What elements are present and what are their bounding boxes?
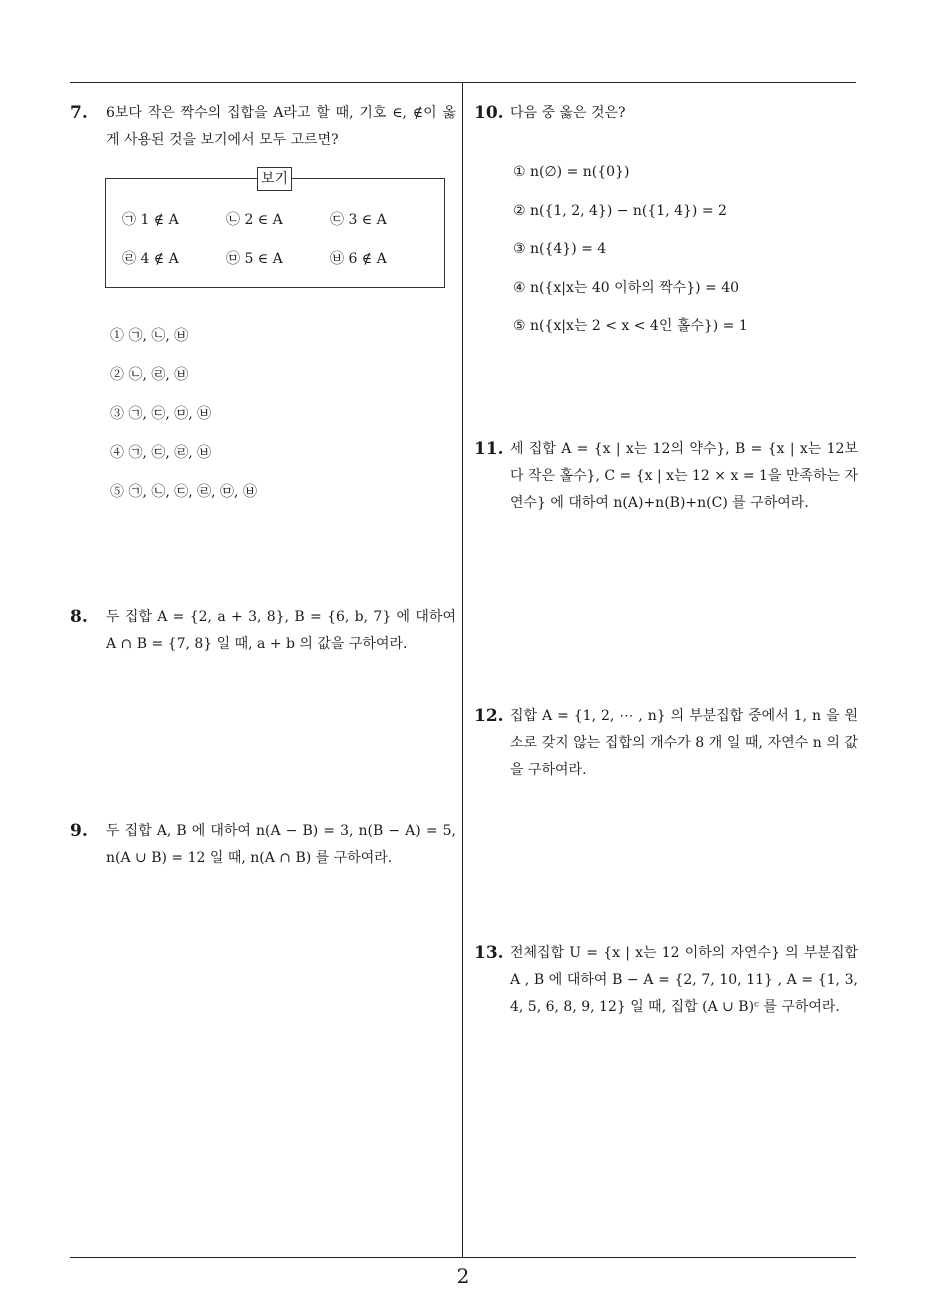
option-1[interactable]: ① ㉠, ㉡, ㉥ [110,328,189,344]
question-number: 12. [474,706,504,726]
question-number: 8. [70,607,88,627]
option-3[interactable]: ③ ㉠, ㉢, ㉤, ㉥ [110,406,212,422]
option-3[interactable]: ③ n({4}) = 4 [513,241,607,257]
bogi-items [122,209,432,270]
question-9 [70,818,456,872]
bogi-title: 보기 [257,167,292,191]
option-5[interactable]: ⑤ ㉠, ㉡, ㉢, ㉣, ㉤, ㉥ [110,484,257,500]
column-divider [462,82,463,1257]
bogi-item: ㉢ 3 ∈ A [330,212,387,228]
question-text: 전체집합 U = {x | x는 12 이하의 자연수} 의 부분집합 A , B 에 대하여 B − A = {2, 7, 10, 11} , A = {1, 3, 4, 5, 6, 8, 9, 12} 일 때, 집합 (A ∪ B)ᶜ 를 구하여라. [510,945,858,1015]
bogi-item: ㉤ 5 ∈ A [226,251,283,267]
bogi-item: ㉥ 6 ∉ A [330,251,387,267]
top-rule [70,82,856,83]
question-13 [474,940,858,1021]
question-10 [474,100,858,127]
bogi-item: ㉣ 4 ∉ A [122,251,179,267]
bogi-item: ㉡ 2 ∈ A [226,212,283,228]
option-4[interactable]: ④ n({x|x는 40 이하의 짝수}) = 40 [513,280,740,296]
question-text: 집합 A = {1, 2, ⋯ , n} 의 부분집합 중에서 1, n 을 원소로 갖지 않는 집합의 개수가 8 개 일 때, 자연수 n 의 값을 구하여라. [510,708,858,778]
option-2[interactable]: ② ㉡, ㉣, ㉥ [110,367,189,383]
option-2[interactable]: ② n({1, 2, 4}) − n({1, 4}) = 2 [513,203,727,219]
question-8 [70,604,456,658]
question-number: 13. [474,943,504,963]
bottom-rule [70,1257,856,1258]
question-7 [70,100,456,154]
question-12 [474,703,858,784]
question-11 [474,436,858,517]
question-text: 두 집합 A = {2, a + 3, 8}, B = {6, b, 7} 에 대하여 A ∩ B = {7, 8} 일 때, a + b 의 값을 구하여라. [106,609,456,652]
question-text: 다음 중 옳은 것은? [510,105,626,121]
bogi-item: ㉠ 1 ∉ A [122,212,179,228]
option-5[interactable]: ⑤ n({x|x는 2 < x < 4인 홀수}) = 1 [513,318,748,334]
option-4[interactable]: ④ ㉠, ㉢, ㉣, ㉥ [110,445,212,461]
bogi-box [105,171,445,288]
question-number: 10. [474,103,504,123]
page-number: 2 [456,1264,470,1288]
question-text: 세 집합 A = {x | x는 12의 약수}, B = {x | x는 12보다 작은 홀수}, C = {x | x는 12 × x = 1을 만족하는 자연수} 에 대하여 n(A)+n(B)+n(C) 를 구하여라. [510,441,858,511]
question-number: 9. [70,821,88,841]
question-number: 11. [474,439,504,459]
question-text: 두 집합 A, B 에 대하여 n(A − B) = 3, n(B − A) = 5, n(A ∪ B) = 12 일 때, n(A ∩ B) 를 구하여라. [106,823,456,866]
question-number: 7. [70,103,88,123]
question-text: 6보다 작은 짝수의 집합을 A라고 할 때, 기호 ∈, ∉이 옳게 사용된 것을 보기에서 모두 고르면? [106,105,456,148]
option-1[interactable]: ① n(∅) = n({0}) [513,164,630,180]
